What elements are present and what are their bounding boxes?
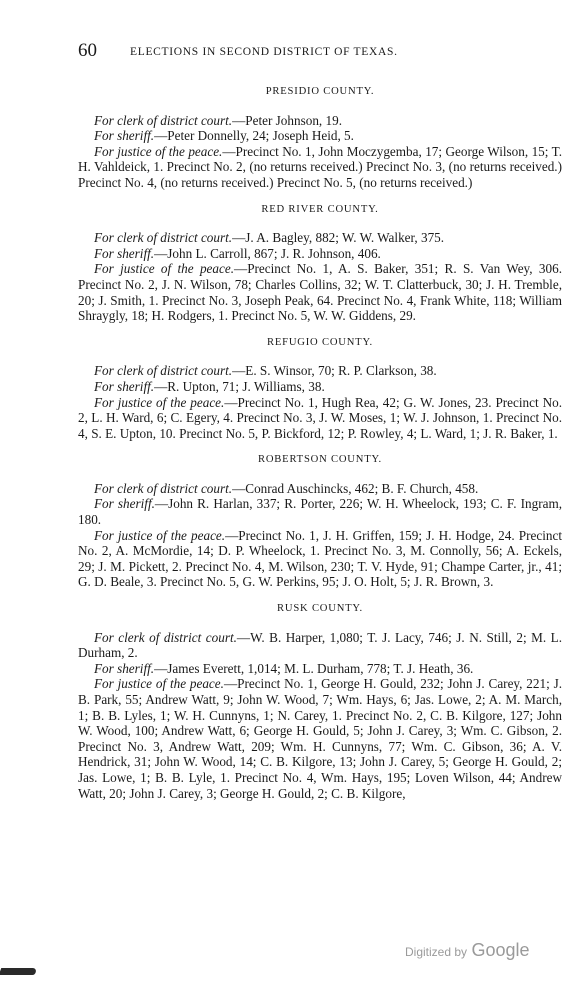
scan-edge-mark (0, 968, 37, 975)
entry-results: —John R. Harlan, 337; R. Porter, 226; W. H. Wheelock, 193; C. F. Ingram, 180. (78, 496, 562, 528)
election-entry (78, 481, 562, 497)
election-entry (78, 144, 562, 191)
office-label: For sheriff. (94, 245, 155, 261)
office-label: For justice of the peace. (94, 394, 225, 410)
office-label: For sheriff. (94, 660, 155, 676)
election-entry (78, 528, 562, 590)
running-title: ELECTIONS IN SECOND DISTRICT OF TEXAS. (130, 46, 398, 58)
election-entry (78, 630, 562, 661)
entry-results: —Precinct No. 1, George H. Gould, 232; John J. Carey, 221; J. B. Park, 55; Andrew Watt, 9; John W. Wood, 7; Wm. Hays, 6; Jas. Lowe, 2; A. M. March, 1; B. B. Lyles, 1; W. H. Cunnyns, 1; N. Carey, 1. Precinct No. 2, C. B. Kilgore, 127; John W. Wood, 100; Andrew Watt, 6; George H. Gould, 5; John J. Carey, 3; Wm. C. Gibson, 2. Precinct No. 3, Andrew Watt, 209; Wm. H. Cunnyns, 77; Wm. C. Gibson, 36; A. V. Hendrick, 31; John W. Wood, 14; C. B. Kilgore, 13; John J. Carey, 5; George H. Gould, 2; Jas. Lowe, 1; B. B. Lyle, 1. Precinct No. 4, Wm. Hays, 195; Loven Wilson, 44; Andrew Watt, 20; John J. Carey, 3; George H. Gould, 2; C. B. Kilgore, (78, 676, 562, 801)
page-number: 60 (78, 40, 97, 61)
election-entry (78, 261, 562, 323)
county-heading: REFUGIO COUNTY. (267, 336, 373, 348)
entry-results: —Peter Donnelly, 24; Joseph Heid, 5. (154, 128, 354, 144)
election-entry (78, 379, 562, 395)
election-entry (78, 246, 562, 262)
entry-results: —W. B. Harper, 1,080; T. J. Lacy, 746; J. N. Still, 2; M. L. Durham, 2. (78, 629, 562, 661)
entry-results: —Peter Johnson, 19. (232, 112, 342, 128)
office-label: For clerk of district court. (94, 363, 233, 379)
entry-results: —Precinct No. 1, A. S. Baker, 351; R. S. Van Wey, 306. Precinct No. 2, J. N. Wilson, 78; Charles Collins, 32; W. T. Clatterbuck, 30; J. H. Tremble, 20; J. Smith, 1. Precinct No. 3, Joseph Peak, 64. Precinct No. 4, Frank White, 118; William Shraygly, 18; H. Rodgers, 1. Precinct No. 5, W. W. Giddens, 29. (78, 261, 563, 324)
entry-results: —John L. Carroll, 867; J. R. Johnson, 406. (154, 245, 381, 261)
county-heading: RED RIVER COUNTY. (261, 203, 379, 215)
entry-results: —Precinct No. 1, Hugh Rea, 42; G. W. Jones, 23. Precinct No. 2, L. H. Ward, 6; C. Egery, 4. Precinct No. 3, J. W. Moses, 1; W. J. Johnson, 1. Precinct No. 4, S. E. Upton, 10. Precinct No. 5, P. Bickford, 12; P. Rowley, 4; L. Ward, 1; J. R. Baker, 1. (78, 394, 562, 441)
entry-results: —Precinct No. 1, J. H. Griffen, 159; J. H. Hodge, 24. Precinct No. 2, A. McMordie, 14; D. P. Wheelock, 1. Precinct No. 3, M. Connolly, 56; A. Eckels, 29; J. M. Pickett, 2. Precinct No. 4, M. Wilson, 230; T. V. Hyde, 91; Champe Carter, jr., 41; G. D. Beale, 3. Precinct No. 5, G. W. Perkins, 95; J. O. Holt, 5; J. R. Brown, 3. (78, 527, 562, 590)
election-entry (78, 496, 562, 527)
entry-results: —R. Upton, 71; J. Williams, 38. (154, 378, 325, 394)
county-section-robertson (78, 452, 562, 590)
office-label: For clerk of district court. (94, 629, 237, 645)
election-entry (78, 395, 562, 442)
county-heading: RUSK COUNTY. (277, 603, 363, 615)
watermark-prefix: Digitized by (405, 945, 468, 959)
office-label: For justice of the peace. (94, 676, 224, 692)
election-entry (78, 128, 562, 144)
county-section-presidio (78, 84, 562, 191)
election-entry (78, 676, 562, 801)
page-header (78, 40, 562, 66)
county-section-rusk (78, 601, 562, 801)
entry-results: —Conrad Auschincks, 462; B. F. Church, 458. (232, 480, 479, 496)
entry-results: —James Everett, 1,014; M. L. Durham, 778; T. J. Heath, 36. (154, 660, 474, 676)
election-entry (78, 113, 562, 129)
digitized-by-watermark (405, 940, 530, 961)
page-body (78, 84, 562, 812)
google-logo-text: Google (471, 940, 530, 960)
county-section-red-river (78, 202, 562, 324)
office-label: For clerk of district court. (94, 230, 233, 246)
county-section-refugio (78, 335, 562, 442)
county-heading: PRESIDIO COUNTY. (265, 86, 375, 97)
office-label: For clerk of district court. (94, 480, 233, 496)
office-label: For justice of the peace. (94, 527, 226, 543)
office-label: For sheriff. (94, 496, 155, 512)
entry-results: —E. S. Winsor, 70; R. P. Clarkson, 38. (232, 363, 437, 379)
election-entry (78, 661, 562, 677)
office-label: For sheriff. (94, 128, 155, 144)
office-label: For clerk of district court. (94, 112, 233, 128)
office-label: For justice of the peace. (94, 261, 234, 277)
election-entry (78, 230, 562, 246)
election-entry (78, 363, 562, 379)
entry-results: —J. A. Bagley, 882; W. W. Walker, 375. (232, 230, 445, 246)
office-label: For justice of the peace. (94, 143, 223, 159)
office-label: For sheriff. (94, 378, 155, 394)
county-heading: ROBERTSON COUNTY. (257, 454, 383, 466)
entry-results: —Precinct No. 1, John Moczygemba, 17; George Wilson, 15; T. H. Vahldeick, 1. Precinct No. 2, (no returns received.) Precinct No. 3, (no returns received.) Precinct No. 4, (no returns received.) Precinct No. 5, (no returns received.) (78, 143, 562, 190)
